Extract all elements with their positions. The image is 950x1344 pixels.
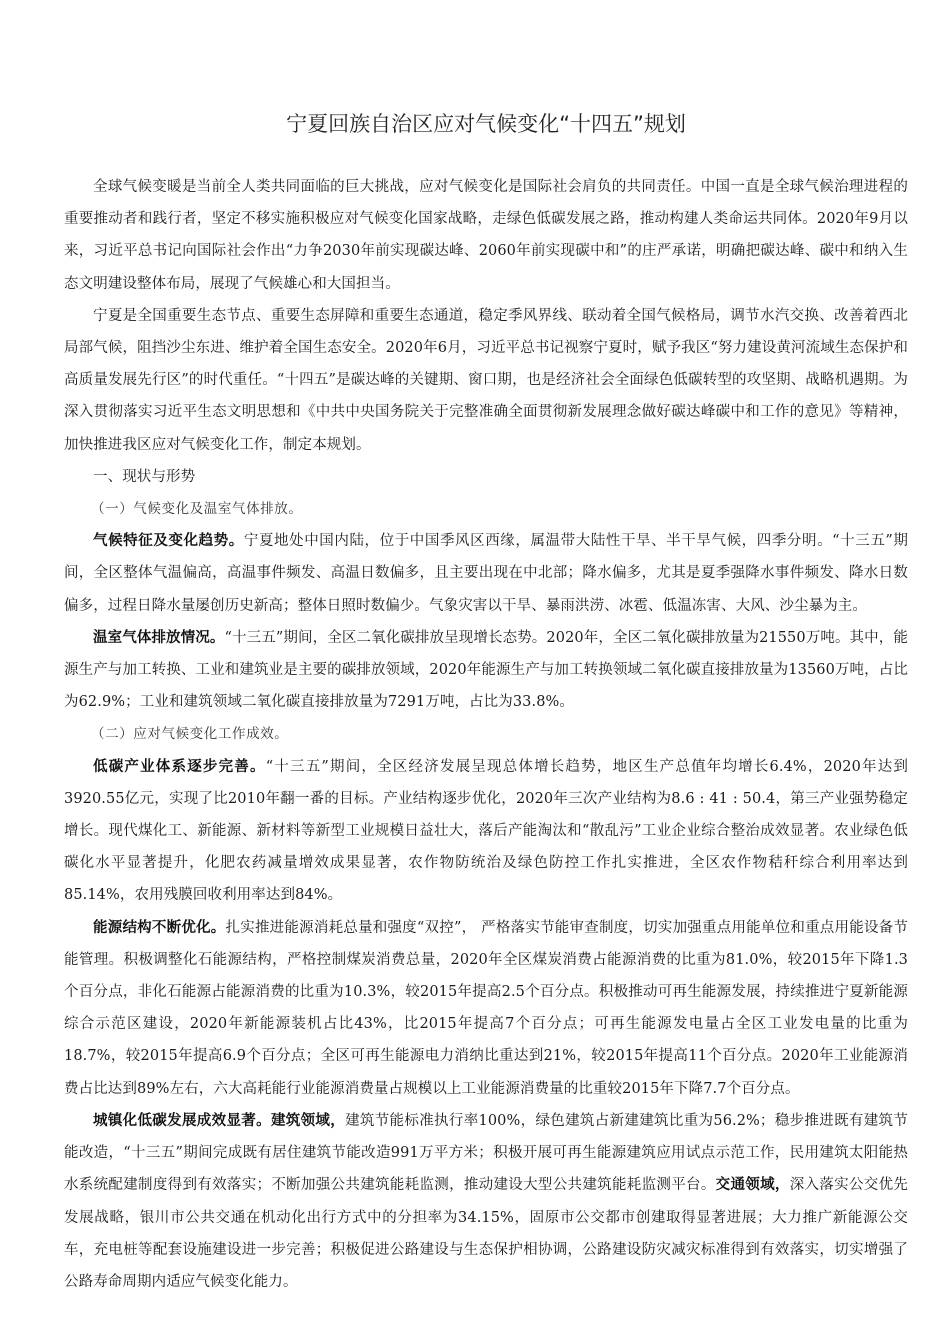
text-energy-structure: 扎实推进能源消耗总量和强度“双控”， 严格落实节能审查制度，切实加强重点用能单位和重点用能设备节能管理。积极调整化石能源结构，严格控制煤炭消费总量，2020年全区煤炭消费占能源消费的比重为81.0%，较2015年下降1.3个百分点，非化石能源占能源消费的比重为10.3%，较2015年提高2.5个百分点。积极推动可再生能源发展，持续推进宁夏新能源综合示范区建设，2020年新能源装机占比43%，比2015年提高7个百分点；可再生能源发电量占全区工业发电量的比重为18.7%，较2015年提高6.9个百分点；全区可再生能源电力消纳比重达到21%，较2015年提高11个百分点。2020年工业能源消费占比达到89%左右，六大高耗能行业能源消费量占规模以上工业能源消费量的比重较2015年下降7.7个百分点。 [64,919,908,1097]
lead-building-sector: 建筑领域， [270,1111,346,1129]
document-body [64,171,908,1298]
paragraph-ghg-emissions [64,622,908,719]
section-heading-status: 一、现状与形势 [93,468,196,485]
lead-ghg-emissions: 温室气体排放情况。 [93,628,225,646]
document-title: 宁夏回族自治区应对气候变化“十四五”规划 [286,112,686,136]
lead-climate-trend: 气候特征及变化趋势。 [93,532,244,550]
subsection-heading-achievements: （二）应对气候变化工作成效。 [91,726,289,743]
text-ghg-emissions: “十三五”期间，全区二氧化碳排放呈现增长态势。2020年，全区二氧化碳排放量为21550万吨。其中，能源生产与加工转换、工业和建筑业是主要的碳排放领域，2020年能源生产与加工转换领域二氧化碳直接排放量为13560万吨，占比为62.9%；工业和建筑领域二氧化碳直接排放量为7291万吨，占比为33.8%。 [64,629,908,711]
text-transport-sector: 深入落实公交优先发展战略，银川市公共交通在机动化出行方式中的分担率为34.15%，固原市公交都市创建取得显著进展；大力推广新能源公交车，充电桩等配套设施建设进一步完善；积极促进公路建设与生态保护相协调，公路建设防灾减灾标准得到有效落实，切实增强了公路寿命周期内适应气候变化能力。 [64,1177,908,1290]
lead-transport-sector: 交通领域， [715,1176,790,1194]
intro-paragraph-1: 全球气候变暖是当前全人类共同面临的巨大挑战，应对气候变化是国际社会肩负的共同责任。中国一直是全球气候治理进程的重要推动者和践行者，坚定不移实施积极应对气候变化国家战略，走绿色低碳发展之路，推动构建人类命运共同体。2020年9月以来，习近平总书记向国际社会作出“力争2030年前实现碳达峰、2060年前实现碳中和”的庄严承诺，明确把碳达峰、碳中和纳入生态文明建设整体布局，展现了气候雄心和大国担当。 [64,179,908,292]
paragraph-energy-structure [64,912,908,1105]
lead-urban-low-carbon: 城镇化低碳发展成效显著。 [93,1111,271,1129]
text-building-sector: 建筑节能标准执行率100%，绿色建筑占新建建筑比重为56.2%；稳步推进既有建筑节能改造，“十三五”期间完成既有居住建筑节能改造991万平方米；积极开展可再生能源建筑应用试点示范工作，民用建筑太阳能热水系统配建制度得到有效落实；不断加强公共建筑能耗监测，推动建设大型公共建筑能耗监测平台。 [64,1112,908,1194]
paragraph-low-carbon-industry [64,751,908,912]
document-page [64,0,908,1344]
text-low-carbon-industry: “十三五”期间，全区经济发展呈现总体增长趋势，地区生产总值年均增长6.4%，2020年达到3920.55亿元，实现了比2010年翻一番的目标。产业结构逐步优化，2020年三次产业结构为8.6 : 41 : 50.4，第三产业强势稳定增长。现代煤化工、新能源、新材料等新型工业规模日益壮大，落后产能淘汰和“散乱污”工业企业综合整治成效显著。农业绿色低碳化水平显著提升，化肥农药减量增效成果显著，农作物防统治及绿色防控工作扎实推进，全区农作物秸秆综合利用率达到85.14%，农用残膜回收利用率达到84%。 [64,758,908,904]
paragraph-climate-trend [64,525,908,622]
lead-low-carbon-industry: 低碳产业体系逐步完善。 [93,757,266,775]
intro-paragraph-2: 宁夏是全国重要生态节点、重要生态屏障和重要生态通道，稳定季风界线、联动着全国气候格局，调节水汽交换、改善着西北局部气候，阻挡沙尘东进、维护着全国生态安全。2020年6月，习近平总书记视察宁夏时，赋予我区“努力建设黄河流域生态保护和高质量发展先行区”的时代重任。“十四五”是碳达峰的关键期、窗口期，也是经济社会全面绿色低碳转型的攻坚期、战略机遇期。为深入贯彻落实习近平生态文明思想和《中共中央国务院关于完整准确全面贯彻新发展理念做好碳达峰碳中和工作的意见》等精神，加快推进我区应对气候变化工作，制定本规划。 [64,307,908,453]
text-climate-trend: 宁夏地处中国内陆，位于中国季风区西缘，属温带大陆性干旱、半干旱气候，四季分明。“十三五”期间，全区整体气温偏高，高温事件频发、高温日数偏多，且主要出现在中北部；降水偏多，尤其是夏季强降水事件频发、降水日数偏多，过程日降水量屡创历史新高；整体日照时数偏少。气象灾害以干旱、暴雨洪涝、冰雹、低温冻害、大风、沙尘暴为主。 [64,533,908,614]
lead-energy-structure: 能源结构不断优化。 [93,918,226,936]
paragraph-urban-low-carbon [64,1105,908,1298]
subsection-heading-climate: （一）气候变化及温室气体排放。 [91,501,303,518]
